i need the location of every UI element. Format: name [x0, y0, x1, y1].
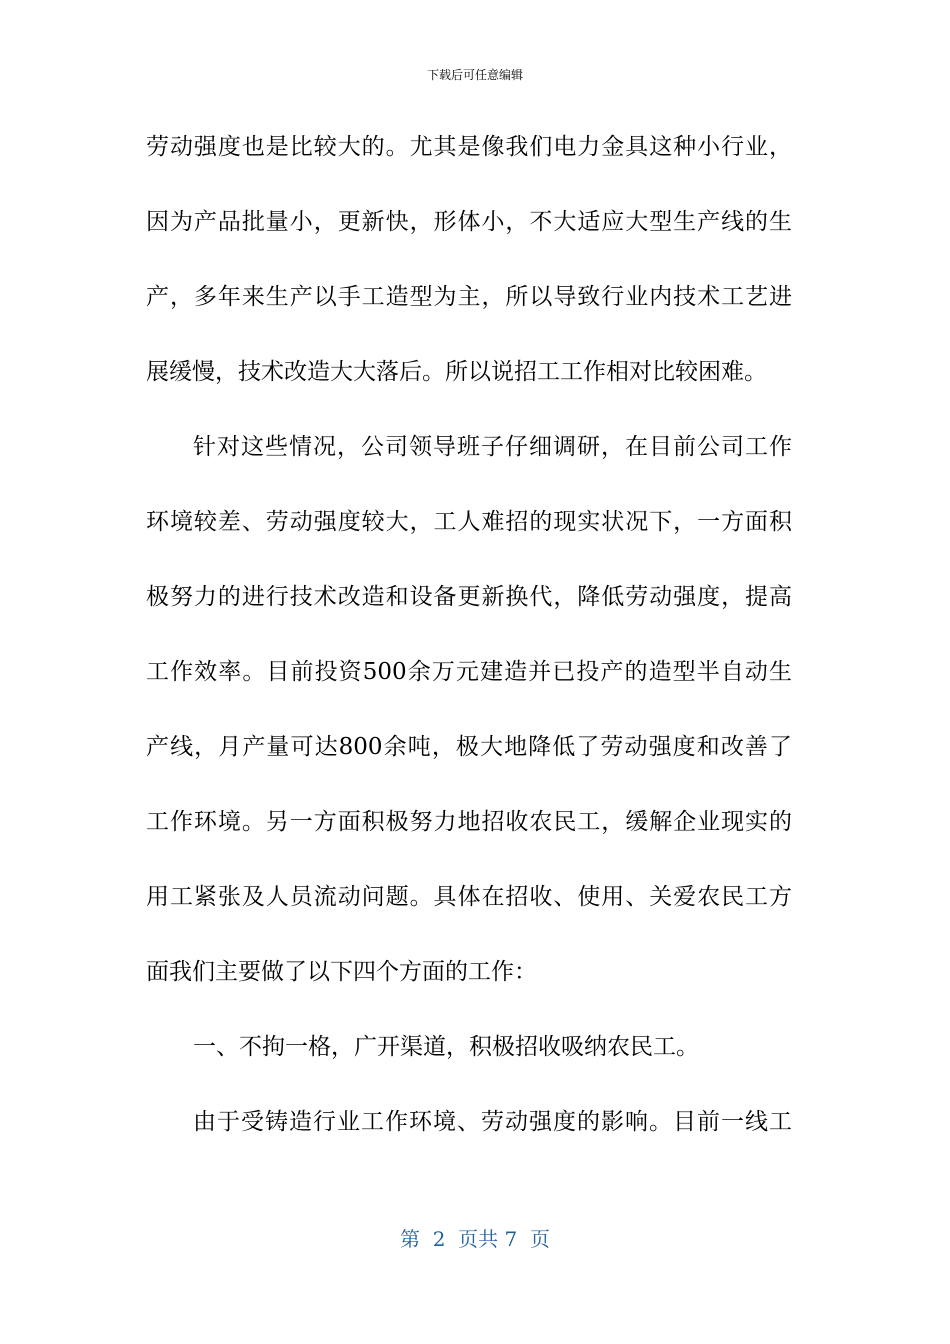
text-line: 用工紧张及人员流动问题。具体在招收、使用、关爱农民工方: [146, 884, 792, 910]
text-line: 产，多年来生产以手工造型为主，所以导致行业内技术工艺进: [146, 284, 792, 310]
paragraph-1: [146, 124, 792, 424]
page-header: 下载后可任意编辑: [426, 68, 523, 82]
text-line: 针对这些情况，公司领导班子仔细调研，在目前公司工作: [193, 434, 792, 460]
document-body: [146, 124, 792, 1174]
text-line: 面我们主要做了以下四个方面的工作：: [146, 959, 537, 985]
text-line: 一、不拘一格，广开渠道，积极招收吸纳农民工。: [193, 1034, 699, 1060]
paragraph-3: [146, 1099, 792, 1174]
text-line: 产线，月产量可达800余吨，极大地降低了劳动强度和改善了: [146, 734, 792, 760]
paragraph-2: [146, 424, 792, 1024]
text-line: 环境较差、劳动强度较大，工人难招的现实状况下，一方面积: [146, 509, 792, 535]
text-line: 工作环境。另一方面积极努力地招收农民工，缓解企业现实的: [146, 809, 792, 835]
text-line: 展缓慢，技术改造大大落后。所以说招工工作相对比较困难。: [146, 359, 767, 385]
text-line: 极努力的进行技术改造和设备更新换代，降低劳动强度，提高: [146, 584, 792, 610]
text-line: 因为产品批量小，更新快，形体小，不大适应大型生产线的生: [146, 209, 792, 235]
text-line: 劳动强度也是比较大的。尤其是像我们电力金具这种小行业，: [146, 134, 792, 160]
text-line: 由于受铸造行业工作环境、劳动强度的影响。目前一线工: [193, 1109, 792, 1135]
text-line: 工作效率。目前投资500余万元建造并已投产的造型半自动生: [146, 659, 792, 685]
section-heading: [146, 1024, 792, 1099]
page-number-footer: 第 2 页共 7 页: [400, 1227, 550, 1251]
